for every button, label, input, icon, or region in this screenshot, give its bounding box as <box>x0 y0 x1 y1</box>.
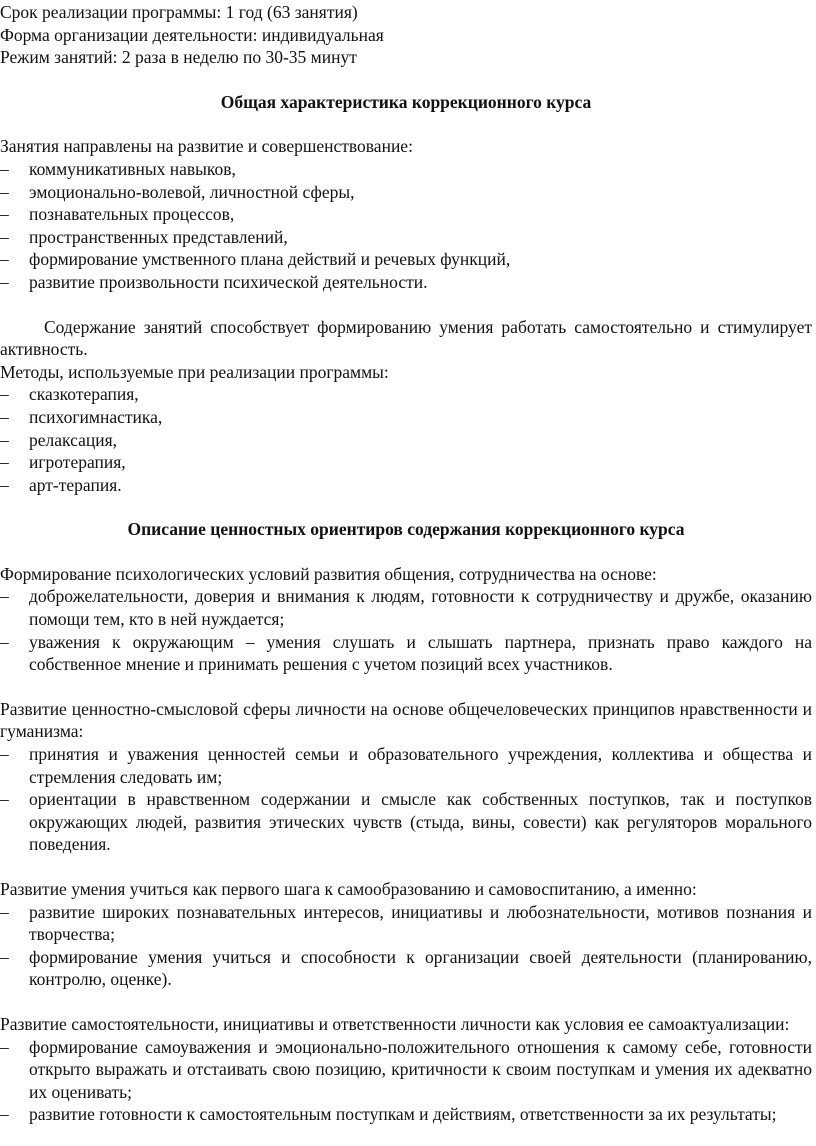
dash-marker: – <box>0 406 9 427</box>
dash-marker: – <box>0 586 9 607</box>
section-heading-values: Описание ценностных ориентиров содержания коррекционного курса <box>127 519 685 540</box>
list-item-text: формирование умения учиться и способности к организации своей деятельности (планированию, контролю, оценке). <box>29 946 812 990</box>
dash-marker: – <box>0 429 9 450</box>
list-item-text: формирование умственного плана действий и речевых функций, <box>29 249 511 270</box>
list-item <box>0 585 812 630</box>
list-item-text: формирование самоуважения и эмоционально-положительного отношения к самому себе, готовности открыто выражать и отстаивать свою позицию, критичности к своим поступкам и умения их адекватно их оценивать; <box>29 1036 812 1102</box>
list-item <box>0 901 812 946</box>
methods-lead: Методы, используемые при реализации программы: <box>0 361 389 382</box>
dash-marker: – <box>0 744 9 765</box>
list-item-text: коммуникативных навыков, <box>29 158 236 179</box>
dash-marker: – <box>0 204 9 225</box>
list-item-text: психогимнастика, <box>29 406 163 427</box>
list-item <box>0 451 812 474</box>
content-paragraph: Содержание занятий способствует формированию умения работать самостоятельно и стимулирует активность. <box>0 316 812 360</box>
list-item-text: арт-терапия. <box>29 474 122 495</box>
list-item <box>0 1103 812 1126</box>
list-item <box>0 203 812 226</box>
list-item-text: развитие готовности к самостоятельным поступкам и действиям, ответственности за их результаты; <box>29 1104 777 1125</box>
list-item-text: ориентации в нравственном содержании и смысле как собственных поступков, так и поступков окружающих людей, развития этических чувств (стыда, вины, совести) как регуляторов морального поведения. <box>29 789 812 855</box>
dash-marker: – <box>0 1104 9 1125</box>
list-item <box>0 1036 812 1104</box>
block-list <box>0 901 812 991</box>
block-lead: Развитие умения учиться как первого шага к самообразованию и самовоспитанию, а именно: <box>0 879 697 899</box>
list-item <box>0 743 812 788</box>
list-item-text: сказкотерапия, <box>29 384 139 405</box>
block-lead: Развитие ценностно-смысловой сферы личности на основе общечеловеческих принципов нравственности и гуманизма: <box>0 698 812 742</box>
list-item <box>0 429 812 452</box>
list-item-text: пространственных представлений, <box>29 226 288 247</box>
list-item <box>0 271 812 294</box>
block-lead: Формирование психологических условий развития общения, сотрудничества на основе: <box>0 563 657 584</box>
methods-list <box>0 383 812 496</box>
list-item-text: доброжелательности, доверия и внимания к людям, готовности к сотрудничеству и дружбе, оказанию помощи тем, кто в ней нуждается; <box>29 586 812 630</box>
list-item-text: развитие произвольности психической деятельности. <box>29 271 428 292</box>
list-item <box>0 383 812 406</box>
list-item <box>0 631 812 676</box>
dash-marker: – <box>0 384 9 405</box>
dash-marker: – <box>0 226 9 247</box>
document-body <box>0 1 812 1126</box>
directions-lead: Занятия направлены на развитие и совершенствование: <box>0 136 413 157</box>
dash-marker: – <box>0 631 9 652</box>
block-list <box>0 585 812 675</box>
dash-marker: – <box>0 271 9 292</box>
list-item <box>0 406 812 429</box>
dash-marker: – <box>0 1036 9 1057</box>
dash-marker: – <box>0 249 9 270</box>
list-item-text: релаксация, <box>29 429 117 450</box>
list-item-text: эмоционально-волевой, личностной сферы, <box>29 181 355 202</box>
dash-marker: – <box>0 181 9 202</box>
dash-marker: – <box>0 946 9 967</box>
directions-list <box>0 158 812 294</box>
dash-marker: – <box>0 452 9 473</box>
block-lead: Развитие самостоятельности, инициативы и ответственности личности как условия ее самоактуализации: <box>0 1013 790 1034</box>
program-duration: Срок реализации программы: 1 год (63 занятия) <box>0 2 358 22</box>
list-item <box>0 181 812 204</box>
dash-marker: – <box>0 158 9 179</box>
list-item <box>0 788 812 856</box>
list-item-text: принятия и уважения ценностей семьи и образовательного учреждения, коллектива и общества и стремления следовать им; <box>29 744 812 787</box>
program-form: Форма организации деятельности: индивидуальная <box>0 24 384 45</box>
list-item <box>0 474 812 497</box>
list-item <box>0 946 812 991</box>
block-list <box>0 743 812 856</box>
list-item <box>0 248 812 271</box>
list-item-text: уважения к окружающим – умения слушать и слышать партнера, признать право каждого на собственное мнение и принимать решения с учетом позиций всех участников. <box>29 631 812 675</box>
block-list <box>0 1036 812 1126</box>
dash-marker: – <box>0 789 9 810</box>
list-item-text: познавательных процессов, <box>29 204 235 225</box>
section-heading-general: Общая характеристика коррекционного курса <box>220 91 592 112</box>
list-item-text: игротерапия, <box>29 452 126 473</box>
program-schedule: Режим занятий: 2 раза в неделю по 30-35 минут <box>0 47 357 68</box>
list-item-text: развитие широких познавательных интересов, инициативы и любознательности, мотивов познания и творчества; <box>29 901 812 945</box>
dash-marker: – <box>0 901 9 922</box>
dash-marker: – <box>0 474 9 495</box>
list-item <box>0 226 812 249</box>
list-item <box>0 158 812 181</box>
